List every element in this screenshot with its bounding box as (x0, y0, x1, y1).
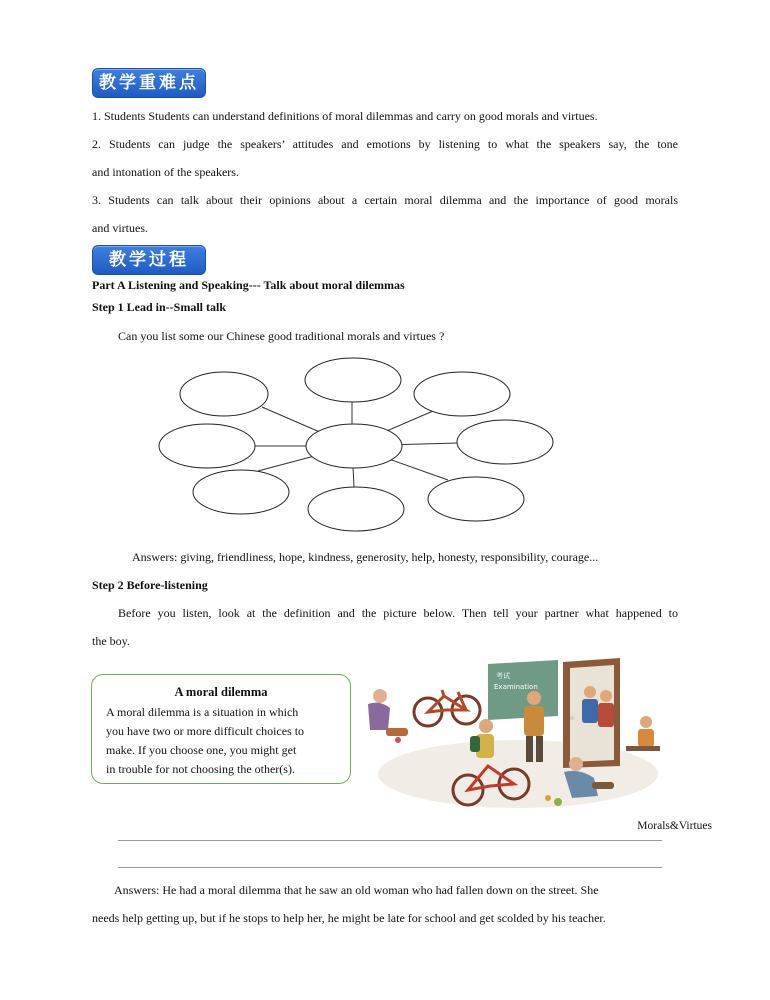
instruction-line2: the boy. (92, 634, 130, 648)
teacher-figure (527, 691, 541, 705)
definition-line: in trouble for not choosing the other(s). (106, 762, 295, 776)
objective-2-line2: and intonation of the speakers. (92, 165, 239, 179)
center-ellipse (306, 424, 402, 468)
caption: Morals&Virtues (637, 820, 712, 832)
objective-3-line1: 3. Students can talk about their opinions about a certain moral dilemma and the importance of good morals (92, 193, 678, 207)
blank-ellipse-top-left (180, 372, 268, 416)
final-answer-line1: Answers: He had a moral dilemma that he saw an old woman who had fallen down on the street. She (114, 883, 599, 897)
definition-box (91, 674, 351, 784)
final-answer-line2: needs help getting up, but if he stops to help her, he might be late for school and get scolded by his teacher. (92, 911, 606, 925)
virtues-answers: Answers: giving, friendliness, hope, kindness, generosity, help, honesty, responsibility, courage... (132, 550, 599, 564)
objective-1: 1. Students Students can understand definitions of moral dilemmas and carry on good morals and virtues. (92, 109, 598, 123)
part-a-title: Part A Listening and Speaking--- Talk about moral dilemmas (92, 278, 405, 292)
answer-line (118, 840, 662, 841)
sign-text: Examination (494, 683, 538, 691)
fallen-woman-figure (569, 757, 583, 771)
boy-figure (479, 719, 493, 733)
old-woman-figure (373, 689, 387, 703)
objective-3-line2: and virtues. (92, 221, 148, 235)
definition-line: A moral dilemma is a situation in which (106, 705, 299, 719)
process-badge: 教学过程 (92, 245, 206, 275)
step2-heading: Step 2 Before-listening (92, 578, 208, 592)
blank-ellipse-bottom-left (193, 470, 289, 514)
blank-ellipse-bottom-right (428, 477, 524, 521)
moral-dilemma-illustration (358, 656, 668, 812)
definition-line: make. If you choose one, you might get (106, 743, 297, 757)
step1-heading: Step 1 Lead in--Small talk (92, 300, 227, 314)
definition-title: A moral dilemma (174, 685, 268, 699)
difficulties-badge: 教学重难点 (92, 68, 206, 98)
blank-ellipse-left (159, 424, 255, 468)
blank-ellipse-bottom (308, 487, 404, 531)
objective-2-line1: 2. Students can judge the speakers’ attitudes and emotions by listening to what the speakers say, the tone (92, 137, 678, 151)
blank-ellipse-top (305, 358, 401, 402)
definition-line: you have two or more difficult choices to (106, 724, 305, 738)
lead-in-question: Can you list some our Chinese good traditional morals and virtues ? (118, 329, 445, 343)
instruction-line1: Before you listen, look at the definition and the picture below. Then tell your partner what happened to (118, 606, 678, 620)
blank-ellipse-right (457, 420, 553, 464)
blank-ellipse-top-right (414, 372, 510, 416)
answer-line (118, 867, 662, 868)
sign-text: 考试 (496, 672, 510, 680)
